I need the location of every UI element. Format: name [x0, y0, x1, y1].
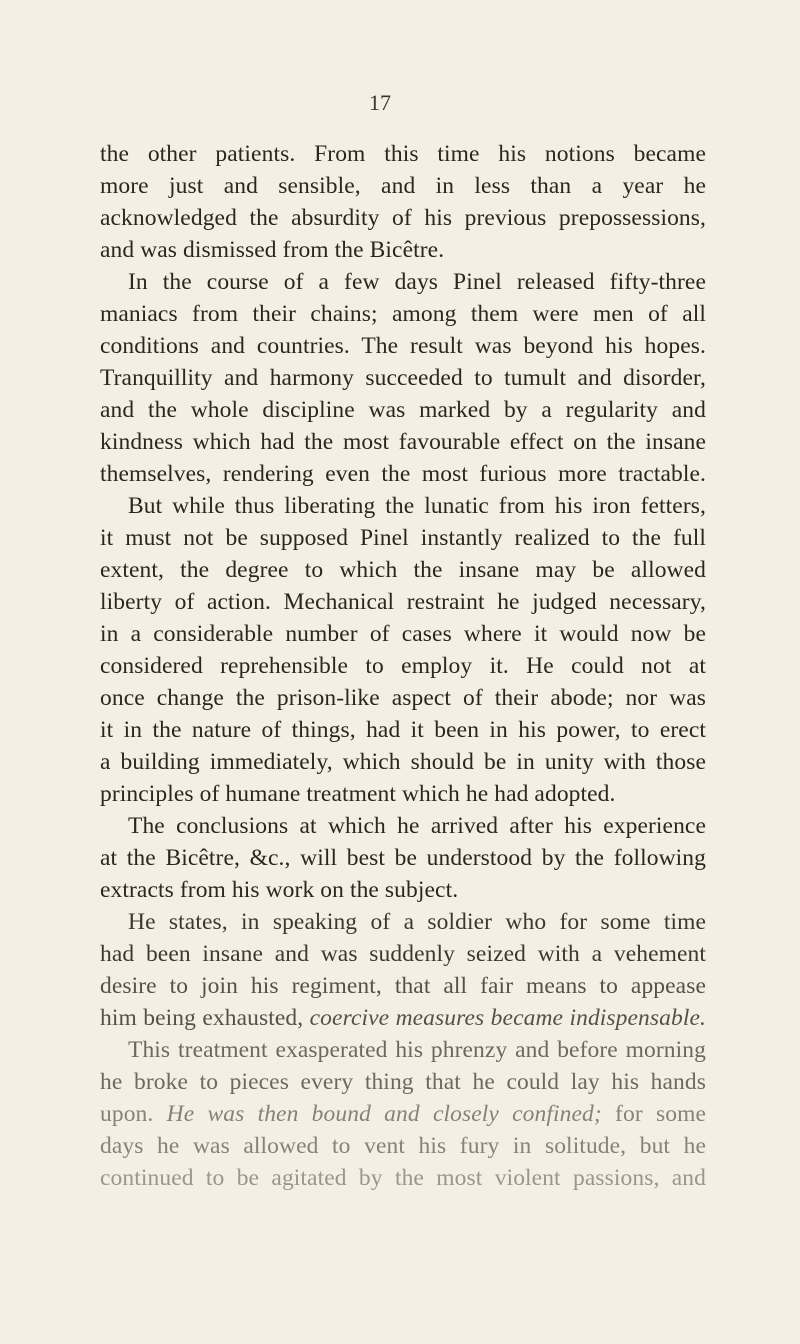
text-line: principles of humane treatment which he had adopted. [100, 781, 616, 807]
text-line: he broke to pieces every thing that he could lay his hands [100, 1069, 706, 1095]
text-line: conditions and countries. The result was beyond his hopes. [100, 333, 706, 359]
text-line: considered reprehensible to employ it. He could not at [100, 653, 706, 679]
text-segment: for some [601, 1101, 707, 1127]
text-line: days he was allowed to vent his fury in solitude, but he [100, 1133, 706, 1159]
text-line: This treatment exasperated his phrenzy and before morning [128, 1037, 706, 1063]
text-line: kindness which had the most favourable effect on the insane [100, 429, 706, 455]
text-line: acknowledged the absurdity of his previous prepossessions, [100, 205, 706, 231]
text-line: liberty of action. Mechanical restraint he judged necessary, [100, 589, 706, 615]
text-line: it must not be supposed Pinel instantly realized to the full [100, 525, 706, 551]
text-line [100, 1002, 706, 1034]
text-line: and the whole discipline was marked by a regularity and [100, 397, 706, 423]
text-line: But while thus liberating the lunatic from his iron fetters, [128, 493, 706, 519]
text-line: once change the prison-like aspect of their abode; nor was [100, 685, 706, 711]
text-line: In the course of a few days Pinel released fifty-three [128, 269, 706, 295]
text-segment: him being exhausted, [100, 1005, 310, 1031]
text-line: extracts from his work on the subject. [100, 877, 459, 903]
text-line: in a considerable number of cases where it would now be [100, 621, 706, 647]
text-line: it in the nature of things, had it been in his power, to erect [100, 717, 706, 743]
page-number: 17 [369, 90, 391, 115]
text-line: The conclusions at which he arrived after his experience [128, 813, 706, 839]
text-line: He states, in speaking of a soldier who for some time [128, 909, 706, 935]
text-line: more just and sensible, and in less than a year he [100, 173, 706, 199]
body-text [100, 138, 706, 1194]
text-line: the other patients. From this time his notions became [100, 141, 706, 167]
text-line: extent, the degree to which the insane may be allowed [100, 557, 706, 583]
italic-text: He was then bound and closely confined; [166, 1101, 602, 1127]
text-line: and was dismissed from the Bicêtre. [100, 237, 445, 263]
text-line: themselves, rendering even the most furious more tractable. [100, 461, 706, 487]
text-line: a building immediately, which should be in unity with those [100, 749, 706, 775]
text-line [100, 1098, 706, 1130]
text-line: had been insane and was suddenly seized with a vehement [100, 941, 706, 967]
text-line: Tranquillity and harmony succeeded to tumult and disorder, [100, 365, 706, 391]
text-line: desire to join his regiment, that all fair means to appease [100, 973, 706, 999]
text-line: continued to be agitated by the most violent passions, and [100, 1165, 706, 1191]
text-line: maniacs from their chains; among them were men of all [100, 301, 706, 327]
text-line: at the Bicêtre, &c., will best be understood by the following [100, 845, 706, 871]
italic-text: coercive measures became indispensable. [309, 1005, 706, 1031]
text-segment: upon. [100, 1101, 167, 1127]
